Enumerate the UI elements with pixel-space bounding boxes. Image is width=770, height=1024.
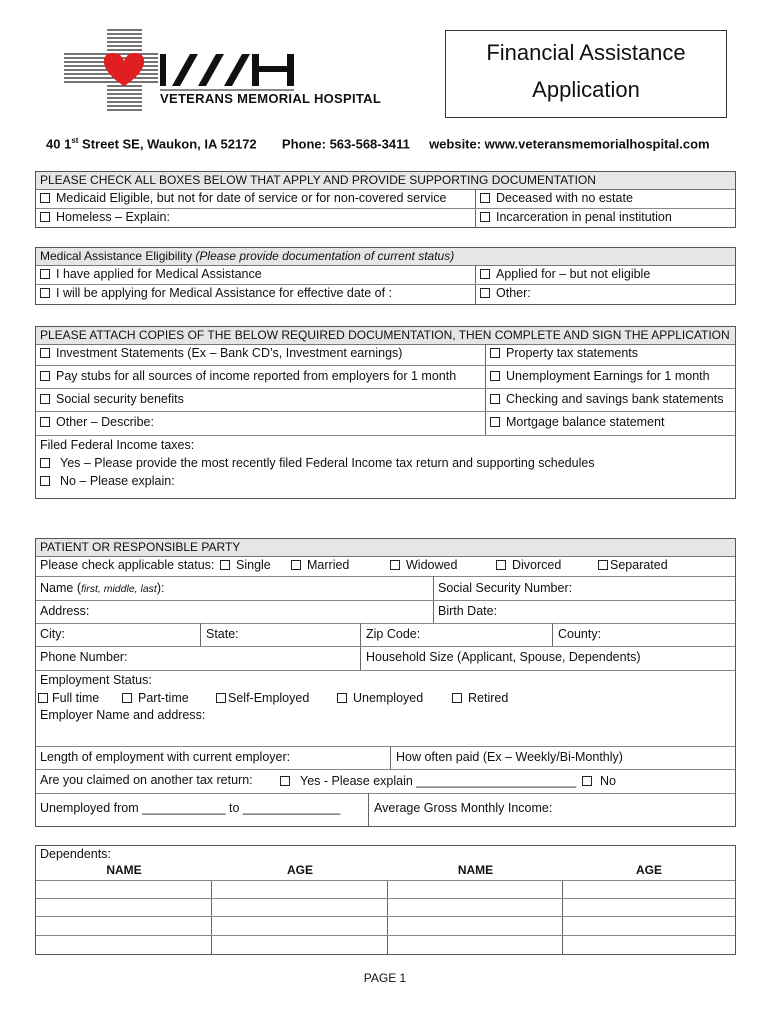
column-header: NAME [106, 863, 142, 877]
address-prefix: 40 1 [46, 136, 72, 152]
checkbox[interactable] [40, 371, 50, 381]
gross-monthly-income-field[interactable]: Average Gross Monthly Income: [374, 801, 553, 815]
checkbox-label: Yes - Please explain _______________________ [300, 774, 577, 788]
status-separated[interactable] [598, 557, 668, 574]
supporting-documentation-section [35, 171, 736, 228]
checkbox-row[interactable] [40, 190, 446, 207]
address-field[interactable]: Address: [40, 604, 90, 618]
checkbox-label: Investment Statements (Ex – Bank CD’s, Investment earnings) [56, 346, 403, 360]
checkbox-row[interactable] [480, 190, 633, 207]
checkbox-row[interactable] [40, 414, 154, 431]
employment-length-field[interactable]: Length of employment with current employer: [40, 750, 291, 764]
status-single[interactable] [220, 557, 271, 574]
checkbox[interactable] [40, 348, 50, 358]
checkbox-row[interactable] [480, 209, 672, 226]
zip-code-field[interactable]: Zip Code: [366, 627, 421, 641]
checkbox[interactable] [490, 348, 500, 358]
status-married[interactable] [291, 557, 349, 574]
claimed-yes[interactable] [276, 770, 576, 792]
column-header: AGE [635, 863, 662, 877]
employment-unemployed[interactable] [337, 690, 423, 707]
column-header: NAME [457, 863, 494, 877]
checkbox-label: Medicaid Eligible, but not for date of service or for non-covered service [56, 191, 447, 205]
checkbox-label: No – Please explain: [60, 474, 175, 488]
dependents-label: Dependents: [40, 847, 111, 861]
medical-assistance-section [35, 247, 736, 305]
hospital-name: VETERANS MEMORIAL HOSPITAL [160, 91, 382, 106]
status-divorced[interactable] [496, 557, 561, 574]
checkbox-row[interactable] [490, 391, 724, 408]
checkbox[interactable] [490, 417, 500, 427]
checkbox-row[interactable] [490, 345, 638, 362]
filed-taxes-label: Filed Federal Income taxes: [40, 438, 195, 452]
checkbox-row[interactable] [40, 285, 392, 302]
marital-status-row [40, 557, 214, 574]
checkbox-row[interactable] [40, 455, 595, 472]
checkbox-label: Divorced [512, 558, 562, 572]
website: website: www.veteransmemorialhospital.com [429, 136, 710, 152]
phone-number: Phone: 563-568-3411 [281, 136, 410, 152]
checkbox-label: Mortgage balance statement [506, 415, 665, 429]
dependent-row[interactable] [36, 935, 735, 954]
checkbox[interactable] [40, 288, 50, 298]
ssn-field[interactable]: Social Security Number: [438, 581, 573, 595]
checkbox-label: Property tax statements [506, 346, 639, 360]
checkbox-row[interactable] [40, 473, 175, 490]
unemployed-dates-field[interactable]: Unemployed from ____________ to ______________ [40, 801, 341, 815]
page-number: PAGE 1 [363, 971, 407, 985]
required-documentation-section [35, 326, 736, 499]
checkbox[interactable] [480, 269, 490, 279]
checkbox[interactable] [337, 693, 347, 703]
county-field[interactable]: County: [558, 627, 602, 641]
employment-full-time[interactable] [38, 690, 99, 707]
employment-part-time[interactable] [122, 690, 189, 707]
checkbox[interactable] [216, 693, 226, 703]
column-header: AGE [286, 863, 313, 877]
checkbox-row[interactable] [480, 285, 531, 302]
checkbox[interactable] [582, 776, 592, 786]
patient-responsible-party-section [35, 538, 736, 827]
dependent-row[interactable] [36, 880, 735, 898]
form-title-line2: Application [532, 77, 640, 102]
checkbox-row[interactable] [490, 368, 710, 385]
dependent-row[interactable] [36, 898, 735, 916]
employment-self-employed[interactable] [216, 690, 309, 707]
checkbox-row[interactable] [490, 414, 664, 431]
checkbox[interactable] [40, 193, 50, 203]
name-note: first, middle, last [80, 583, 157, 595]
section-heading: PLEASE ATTACH COPIES OF THE BELOW REQUIRED DOCUMENTATION, THEN COMPLETE AND SIGN THE APPLICATION [36, 327, 735, 345]
checkbox-row[interactable] [480, 266, 650, 283]
checkbox-label: No [600, 774, 616, 788]
checkbox[interactable] [40, 458, 50, 468]
checkbox-label: I will be applying for Medical Assistance for effective date of : [56, 286, 393, 300]
checkbox-label: Other – Describe: [56, 415, 154, 429]
checkbox[interactable] [490, 394, 500, 404]
section-heading: PATIENT OR RESPONSIBLE PARTY [36, 539, 735, 557]
address-sup: st [71, 136, 79, 145]
employment-retired[interactable] [452, 690, 508, 707]
status-widowed[interactable] [390, 557, 457, 574]
checkbox[interactable] [40, 394, 50, 404]
checkbox-label: Other: [496, 286, 531, 300]
checkbox-label: Applied for – but not eligible [496, 267, 651, 281]
checkbox-label: Social security benefits [56, 392, 184, 406]
checkbox[interactable] [38, 693, 48, 703]
checkbox-row[interactable] [40, 368, 456, 385]
hospital-contact-line [46, 136, 710, 151]
checkbox-row[interactable] [40, 345, 402, 362]
checkbox-label: I have applied for Medical Assistance [56, 267, 262, 281]
checkbox[interactable] [40, 269, 50, 279]
checkbox[interactable] [40, 212, 50, 222]
dependent-row[interactable] [36, 916, 735, 935]
section-heading: PLEASE CHECK ALL BOXES BELOW THAT APPLY AND PROVIDE SUPPORTING DOCUMENTATION [36, 172, 735, 190]
checkbox[interactable] [480, 288, 490, 298]
checkbox-label: Homeless – Explain: [56, 210, 170, 224]
checkbox-label: Retired [468, 691, 509, 705]
household-size-field[interactable]: Household Size (Applicant, Spouse, Dependents) [366, 650, 641, 664]
employer-name-address-field[interactable]: Employer Name and address: [40, 708, 206, 722]
form-title-line1: Financial Assistance [486, 40, 686, 65]
checkbox-row[interactable] [40, 266, 262, 283]
checkbox-label: Married [307, 558, 350, 572]
checkbox-label: Incarceration in penal institution [496, 210, 672, 224]
claimed-no[interactable] [578, 770, 616, 792]
status-label: Please check applicable status: [40, 558, 215, 572]
checkbox[interactable] [480, 212, 490, 222]
checkbox[interactable] [122, 693, 132, 703]
checkbox-label: Yes – Please provide the most recently filed Federal Income tax return and supporting schedules [60, 456, 595, 470]
checkbox-row[interactable] [40, 391, 184, 408]
checkbox[interactable] [452, 693, 462, 703]
checkbox-label: Separated [610, 558, 668, 572]
phone-number-field[interactable]: Phone Number: [40, 650, 128, 664]
checkbox[interactable] [496, 560, 506, 570]
checkbox[interactable] [220, 560, 230, 570]
dependents-section [35, 845, 736, 955]
pay-frequency-field[interactable]: How often paid (Ex – Weekly/Bi-Monthly) [396, 750, 623, 764]
checkbox[interactable] [40, 417, 50, 427]
birth-date-field[interactable]: Birth Date: [438, 604, 498, 618]
name-field[interactable]: Name (first, middle, last): [40, 581, 165, 595]
city-field[interactable]: City: [40, 627, 65, 641]
checkbox-label: Part-time [138, 691, 189, 705]
checkbox[interactable] [291, 560, 301, 570]
section-heading: Medical Assistance Eligibility (Please provide documentation of current status) [36, 248, 735, 266]
checkbox[interactable] [390, 560, 400, 570]
checkbox-label: Widowed [406, 558, 458, 572]
checkbox-label: Self-Employed [228, 691, 310, 705]
checkbox-label: Unemployed [353, 691, 424, 705]
checkbox-label: Pay stubs for all sources of income reported from employers for 1 month [56, 369, 457, 383]
checkbox[interactable] [490, 371, 500, 381]
state-field[interactable]: State: [206, 627, 239, 641]
checkbox-label: Unemployment Earnings for 1 month [506, 369, 710, 383]
checkbox-label: Single [236, 558, 271, 572]
checkbox-row[interactable] [40, 209, 170, 226]
address-rest: Street SE, Waukon, IA 52172 [78, 136, 257, 152]
claimed-tax-label: Are you claimed on another tax return: [40, 773, 253, 787]
checkbox[interactable] [40, 476, 50, 486]
section-heading-note: (Please provide documentation of current status) [195, 249, 455, 263]
checkbox-label: Full time [52, 691, 100, 705]
checkbox[interactable] [480, 193, 490, 203]
employment-status-label: Employment Status: [40, 673, 152, 687]
checkbox[interactable] [280, 776, 290, 786]
form-title-box [445, 30, 727, 118]
checkbox[interactable] [598, 560, 608, 570]
checkbox-label: Checking and savings bank statements [506, 392, 724, 406]
checkbox-label: Deceased with no estate [496, 191, 633, 205]
